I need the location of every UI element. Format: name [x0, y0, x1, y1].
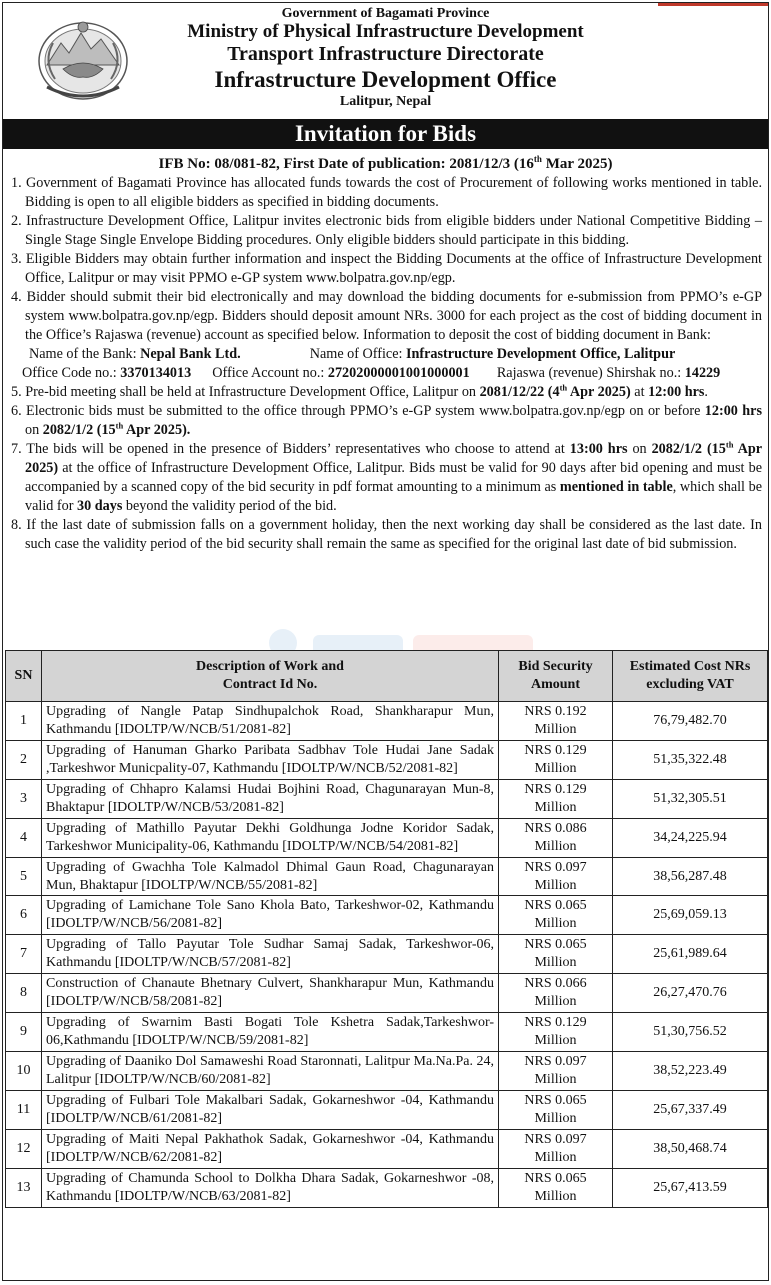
- shirshak-value: 14229: [684, 365, 721, 381]
- ifb-sup: th: [533, 154, 542, 164]
- row-bid-security-unit: Million: [534, 1071, 577, 1087]
- row-bid-security: [499, 1052, 613, 1091]
- table-row: [6, 1013, 768, 1052]
- clause-2: 2. Infrastructure Development Office, Lalitpur invites electronic bids from eligible bidders under National Competitive Bidding – Single Stage Single Envelope Bidding procedures. Only eligible bidders should participate in this bidding.: [11, 213, 762, 248]
- col-header-bid-security: [499, 651, 613, 702]
- row-sn: 3: [6, 779, 42, 818]
- clause-7-text-j: beyond the validity period of the bid.: [122, 498, 337, 514]
- account-value: 27202000001001000001: [327, 365, 470, 381]
- clause-6: [3, 402, 768, 440]
- clause-7-days: 30 days: [77, 498, 123, 514]
- clause-1: 1. Government of Bagamati Province has allocated funds towards the cost of Procurement of following works mentioned in table. Bidding is open to all eligible bidders as specified in bidding documents.: [11, 175, 762, 210]
- col-header-bid-security-line1: Bid Security: [518, 659, 593, 674]
- row-bid-security-amount: NRS 0.097: [524, 1053, 587, 1069]
- bank-line-2: [3, 364, 768, 383]
- row-bid-security: [499, 896, 613, 935]
- col-header-description-line2: Contract Id No.: [222, 677, 318, 692]
- row-bid-security: [499, 1129, 613, 1168]
- office-value: Infrastructure Development Office, Lalitpur: [406, 346, 676, 362]
- col-header-description-line1: Description of Work and: [196, 659, 344, 674]
- row-estimated-cost: 38,52,223.49: [613, 1052, 768, 1091]
- row-bid-security-amount: NRS 0.097: [524, 1131, 587, 1147]
- row-bid-security-amount: NRS 0.097: [524, 859, 587, 875]
- row-estimated-cost: 51,30,756.52: [613, 1013, 768, 1052]
- row-estimated-cost: 38,50,468.74: [613, 1129, 768, 1168]
- row-bid-security-amount: NRS 0.065: [524, 1092, 587, 1108]
- row-bid-security-unit: Million: [534, 1149, 577, 1165]
- row-bid-security-unit: Million: [534, 799, 577, 815]
- directorate-name: Transport Infrastructure Directorate: [227, 43, 544, 65]
- ministry-name: Ministry of Physical Infrastructure Development: [187, 21, 584, 42]
- row-estimated-cost: 51,35,322.48: [613, 740, 768, 779]
- table-row: [6, 1090, 768, 1129]
- clause-6-sup: th: [115, 420, 124, 431]
- office-code-label: Office Code no.:: [22, 365, 121, 381]
- ifb-suffix: Mar 2025): [541, 156, 613, 172]
- table-row: [6, 974, 768, 1013]
- clause-7-date-end: Apr 2025): [25, 441, 763, 476]
- row-description: Upgrading of Daaniko Dol Samaweshi Road Staronnati, Lalitpur Ma.Na.Pa. 24, Lalitpur [IDOLTP/W/NCB/60/2081-82]: [42, 1052, 499, 1091]
- clause-7-sup: th: [725, 439, 734, 450]
- table-row: [6, 740, 768, 779]
- row-estimated-cost: 38,56,287.48: [613, 857, 768, 896]
- row-description: Upgrading of Tallo Payutar Tole Sudhar Samaj Sadak, Tarkeshwor-06, Kathmandu [IDOLTP/W/NCB/57/2081-82]: [42, 935, 499, 974]
- row-bid-security-unit: Million: [534, 838, 577, 854]
- row-description: Upgrading of Mathillo Payutar Dekhi Goldhunga Jodne Koridor Sadak, Tarkeshwor Municipality-06, Kathmandu [IDOLTP/W/NCB/54/2081-82]: [42, 818, 499, 857]
- row-estimated-cost: 76,79,482.70: [613, 702, 768, 741]
- col-header-estimated-cost-line1: Estimated Cost NRs: [629, 659, 751, 674]
- ifb-prefix: IFB No: 08/081-82, First Date of publication: 2081/12/3 (16: [158, 156, 534, 172]
- clause-6-text-a: 6. Electronic bids must be submitted to the office through PPMO’s e-GP system www.bolpatra.gov.np/egp on or before: [11, 403, 705, 419]
- clause-3: 3. Eligible Bidders may obtain further information and inspect the Bidding Documents at the office of Infrastructure Development Office, Lalitpur or may visit PPMO e-GP system www.bolpatra.gov.np/egp.: [11, 251, 762, 286]
- clause-7-text-f: at the office of Infrastructure Development Office, Lalitpur. Bids must be valid for 90 days after bid opening and must be accompanied by a scanned copy of the bid security in pdf format amounting to a minimum as: [25, 460, 762, 495]
- account-label: Office Account no.:: [212, 365, 328, 381]
- bank-value: Nepal Bank Ltd.: [140, 346, 241, 362]
- table-row: [6, 1129, 768, 1168]
- table-row: [6, 818, 768, 857]
- clause-5: [3, 383, 768, 402]
- row-bid-security: [499, 1090, 613, 1129]
- row-description: Upgrading of Fulbari Tole Makalbari Sadak, Gokarneshwor -04, Kathmandu [IDOLTP/W/NCB/61/2081-82]: [42, 1090, 499, 1129]
- row-bid-security: [499, 935, 613, 974]
- row-bid-security: [499, 818, 613, 857]
- table-row: [6, 1168, 768, 1207]
- clause-5-text-a: 5. Pre-bid meeting shall be held at Infrastructure Development Office, Lalitpur on: [11, 384, 480, 400]
- clause-6-time: 12:00 hrs: [704, 403, 762, 419]
- table-row: [6, 935, 768, 974]
- government-name: Government of Bagamati Province: [281, 6, 490, 21]
- row-bid-security: [499, 857, 613, 896]
- col-header-estimated-cost: [613, 651, 768, 702]
- office-name: Infrastructure Development Office: [214, 67, 557, 92]
- table-row: [6, 1052, 768, 1091]
- row-bid-security-amount: NRS 0.065: [524, 898, 587, 914]
- clause-5-time: 12:00 hrs: [648, 384, 705, 400]
- works-table: [5, 650, 768, 1208]
- row-description: Upgrading of Chhapro Kalamsi Hudai Bojhini Road, Chagunarayan Mun-8, Bhaktapur [IDOLTP/W/NCB/53/2081-82]: [42, 779, 499, 818]
- row-sn: 6: [6, 896, 42, 935]
- row-bid-security-amount: NRS 0.129: [524, 1015, 587, 1031]
- row-estimated-cost: 51,32,305.51: [613, 779, 768, 818]
- clause-7-text-h: , which shall be valid for: [25, 479, 762, 514]
- row-sn: 4: [6, 818, 42, 857]
- clause-5-date-end: Apr 2025): [567, 384, 631, 400]
- col-header-sn: SN: [6, 651, 42, 702]
- notice-page: [2, 2, 769, 1281]
- clause-7: [3, 440, 768, 516]
- table-header-row: [6, 651, 768, 702]
- col-header-description: [42, 651, 499, 702]
- row-bid-security-unit: Million: [534, 877, 577, 893]
- row-description: Upgrading of Hanuman Gharko Paribata Sadbhav Tole Hudai Jane Sadak ,Tarkeshwor Municpality-07, Kathmandu [IDOLTP/W/NCB/52/2081-82]: [42, 740, 499, 779]
- row-estimated-cost: 25,67,337.49: [613, 1090, 768, 1129]
- row-bid-security-unit: Million: [534, 721, 577, 737]
- clause-6-date-end: Apr 2025).: [123, 422, 191, 438]
- row-bid-security: [499, 779, 613, 818]
- row-sn: 9: [6, 1013, 42, 1052]
- row-bid-security: [499, 740, 613, 779]
- table-row: [6, 779, 768, 818]
- row-bid-security-unit: Million: [534, 1110, 577, 1126]
- row-description: Upgrading of Nangle Patap Sindhupalchok Road, Shankharapur Mun, Kathmandu [IDOLTP/W/NCB/51/2081-82]: [42, 702, 499, 741]
- row-sn: 5: [6, 857, 42, 896]
- row-sn: 1: [6, 702, 42, 741]
- clause-7-table-ref: mentioned in table: [559, 479, 673, 495]
- row-bid-security-amount: NRS 0.129: [524, 781, 587, 797]
- row-bid-security-amount: NRS 0.086: [524, 820, 587, 836]
- row-bid-security-amount: NRS 0.192: [524, 703, 587, 719]
- row-sn: 13: [6, 1168, 42, 1207]
- clause-7-date: 2082/1/2 (15: [651, 441, 726, 457]
- row-estimated-cost: 34,24,225.94: [613, 818, 768, 857]
- clause-5-text-f: .: [704, 384, 708, 400]
- clause-5-text-d: at: [630, 384, 649, 400]
- row-description: Upgrading of Maiti Nepal Pakhathok Sadak, Gokarneshwor -04, Kathmandu [IDOLTP/W/NCB/62/2081-82]: [42, 1129, 499, 1168]
- bank-label: Name of the Bank:: [29, 346, 141, 362]
- row-bid-security: [499, 1013, 613, 1052]
- clause-8: 8. If the last date of submission falls on a government holiday, then the next working day shall be considered as the last date. In such case the validity period of the bid security shall remain the same as specified for the original last date of bid submission.: [11, 517, 762, 552]
- col-header-bid-security-line2: Amount: [530, 677, 580, 692]
- row-bid-security-amount: NRS 0.065: [524, 937, 587, 953]
- clause-6-date: 2082/1/2 (15: [42, 422, 116, 438]
- row-sn: 11: [6, 1090, 42, 1129]
- table-row: [6, 896, 768, 935]
- row-sn: 10: [6, 1052, 42, 1091]
- col-header-estimated-cost-line2: excluding VAT: [646, 677, 734, 692]
- row-sn: 7: [6, 935, 42, 974]
- ifb-line: [3, 150, 768, 174]
- row-bid-security-unit: Million: [534, 916, 577, 932]
- row-bid-security: [499, 702, 613, 741]
- row-bid-security-unit: Million: [534, 994, 577, 1010]
- clause-5-sup: th: [559, 382, 568, 393]
- bank-line-1: [3, 345, 768, 364]
- row-description: Construction of Chanaute Bhetnary Culvert, Shankharapur Mun, Kathmandu [IDOLTP/W/NCB/58/2081-82]: [42, 974, 499, 1013]
- row-description: Upgrading of Swarnim Basti Bogati Tole Kshetra Sadak,Tarkeshwor-06,Kathmandu [IDOLTP/W/NCB/59/2081-82]: [42, 1013, 499, 1052]
- header: [3, 3, 768, 113]
- office-code-value: 3370134013: [120, 365, 192, 381]
- row-bid-security: [499, 974, 613, 1013]
- row-bid-security: [499, 1168, 613, 1207]
- row-estimated-cost: 25,67,413.59: [613, 1168, 768, 1207]
- row-description: Upgrading of Chamunda School to Dolkha Dhara Sadak, Gokarneshwor -08, Kathmandu [IDOLTP/W/NCB/63/2081-82]: [42, 1168, 499, 1207]
- row-sn: 2: [6, 740, 42, 779]
- clause-4: 4. Bidder should submit their bid electronically and may download the bidding documents for e-submission from PPMO’s e-GP system www.bolpatra.gov.np/egp. Bidders should deposit amount NRs. 3000 for each project as the cost of bidding document in the Office’s Rajaswa (revenue) account as specified below. Information to deposit the cost of bidding document in Bank:: [11, 289, 762, 343]
- clause-6-text-c: on: [25, 422, 43, 438]
- row-sn: 8: [6, 974, 42, 1013]
- table-row: [6, 702, 768, 741]
- office-location: Lalitpur, Nepal: [339, 94, 432, 109]
- row-bid-security-unit: Million: [534, 1033, 577, 1049]
- row-description: Upgrading of Lamichane Tole Sano Khola Bato, Tarkeshwor-02, Kathmandu [IDOLTP/W/NCB/56/2081-82]: [42, 896, 499, 935]
- clause-7-time: 13:00 hrs: [569, 441, 628, 457]
- row-estimated-cost: 26,27,470.76: [613, 974, 768, 1013]
- row-bid-security-amount: NRS 0.065: [524, 1170, 587, 1186]
- office-label: Name of Office:: [309, 346, 406, 362]
- row-estimated-cost: 25,69,059.13: [613, 896, 768, 935]
- clause-7-text-c: on: [627, 441, 652, 457]
- clause-7-text-a: 7. The bids will be opened in the presence of Bidders’ representatives who choose to attend at: [11, 441, 570, 457]
- row-bid-security-unit: Million: [534, 1188, 577, 1204]
- clause-5-date: 2081/12/22 (4: [479, 384, 560, 400]
- row-bid-security-amount: NRS 0.129: [524, 742, 587, 758]
- row-sn: 12: [6, 1129, 42, 1168]
- notice-title: Invitation for Bids: [3, 119, 768, 149]
- nepal-emblem-icon: [33, 13, 133, 105]
- row-bid-security-unit: Million: [534, 760, 577, 776]
- table-row: [6, 857, 768, 896]
- row-bid-security-unit: Million: [534, 955, 577, 971]
- shirshak-label: Rajaswa (revenue) Shirshak no.:: [496, 365, 685, 381]
- row-estimated-cost: 25,61,989.64: [613, 935, 768, 974]
- row-bid-security-amount: NRS 0.066: [524, 976, 587, 992]
- row-description: Upgrading of Gwachha Tole Kalmadol Dhimal Gaun Road, Chagunarayan Mun, Bhaktapur [IDOLTP/W/NCB/55/2081-82]: [42, 857, 499, 896]
